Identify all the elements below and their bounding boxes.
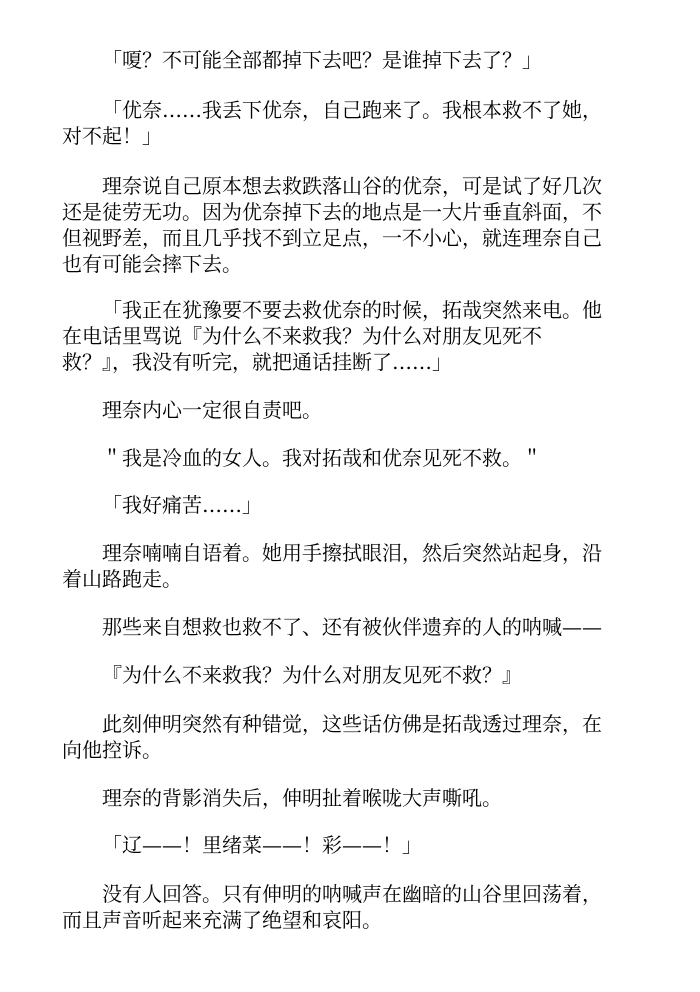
text-line: 理奈说自己原本想去救跌落山谷的优奈，可是试了好几次 (102, 174, 602, 198)
paragraph (62, 445, 646, 471)
text-line: 理奈喃喃自语着。她用手擦拭眼泪，然后突然站起身，沿 (102, 541, 602, 565)
paragraph (62, 97, 646, 149)
text-line: 在电话里骂说『为什么不来救我？为什么对朋友见死不 (62, 324, 542, 348)
paragraph (62, 173, 646, 277)
text-line: 还是徒劳无功。因为优奈掉下去的地点是一大片垂直斜面，不 (62, 200, 602, 224)
text-line: 着山路跑走。 (62, 567, 182, 591)
paragraph (62, 662, 646, 688)
paragraph (62, 711, 646, 763)
paragraph (62, 540, 646, 592)
text-line: 理奈的背影消失后，伸明扯着喉咙大声嘶吼。 (102, 786, 502, 810)
text-line: 没有人回答。只有伸明的呐喊声在幽暗的山谷里回荡着， (102, 882, 602, 906)
paragraph (62, 614, 646, 640)
text-line: 「辽——！里绪菜——！彩——！」 (102, 833, 422, 857)
text-line: 『为什么不来救我？为什么对朋友见死不救？』 (102, 663, 522, 687)
text-line: 那些来自想救也救不了、还有被伙伴遗弃的人的呐喊—— (102, 615, 602, 639)
text-line: 「嗄？不可能全部都掉下去吧？是谁掉下去了？」 (102, 48, 542, 72)
text-line: 而且声音听起来充满了绝望和哀阳。 (62, 908, 382, 932)
text-line: 此刻伸明突然有种错觉，这些话仿佛是拓哉透过理奈，在 (102, 712, 602, 736)
paragraph (62, 47, 646, 73)
text-line: 理奈内心一定很自责吧。 (102, 398, 322, 422)
paragraph (62, 492, 646, 518)
paragraph (62, 397, 646, 423)
text-line: 也有可能会摔下去。 (62, 252, 242, 276)
text-line: 但视野差，而且几乎找不到立足点，一不小心，就连理奈自己 (62, 226, 602, 250)
text-line: 向他控诉。 (62, 738, 162, 762)
text-line: 「我好痛苦……」 (102, 493, 262, 517)
paragraph (62, 785, 646, 811)
text-line: 救？』，我没有听完，就把通话挂断了……」 (62, 350, 452, 374)
text-line: 对不起！」 (62, 124, 162, 148)
text-line: ＂我是冷血的女人。我对拓哉和优奈见死不救。＂ (102, 446, 542, 470)
text-line: 「我正在犹豫要不要去救优奈的时候，拓哉突然来电。他 (102, 298, 602, 322)
text-line: 「优奈……我丢下优奈，自己跑来了。我根本救不了她， (102, 98, 602, 122)
paragraph (62, 297, 646, 375)
paragraph (62, 881, 646, 933)
paragraph (62, 832, 646, 858)
